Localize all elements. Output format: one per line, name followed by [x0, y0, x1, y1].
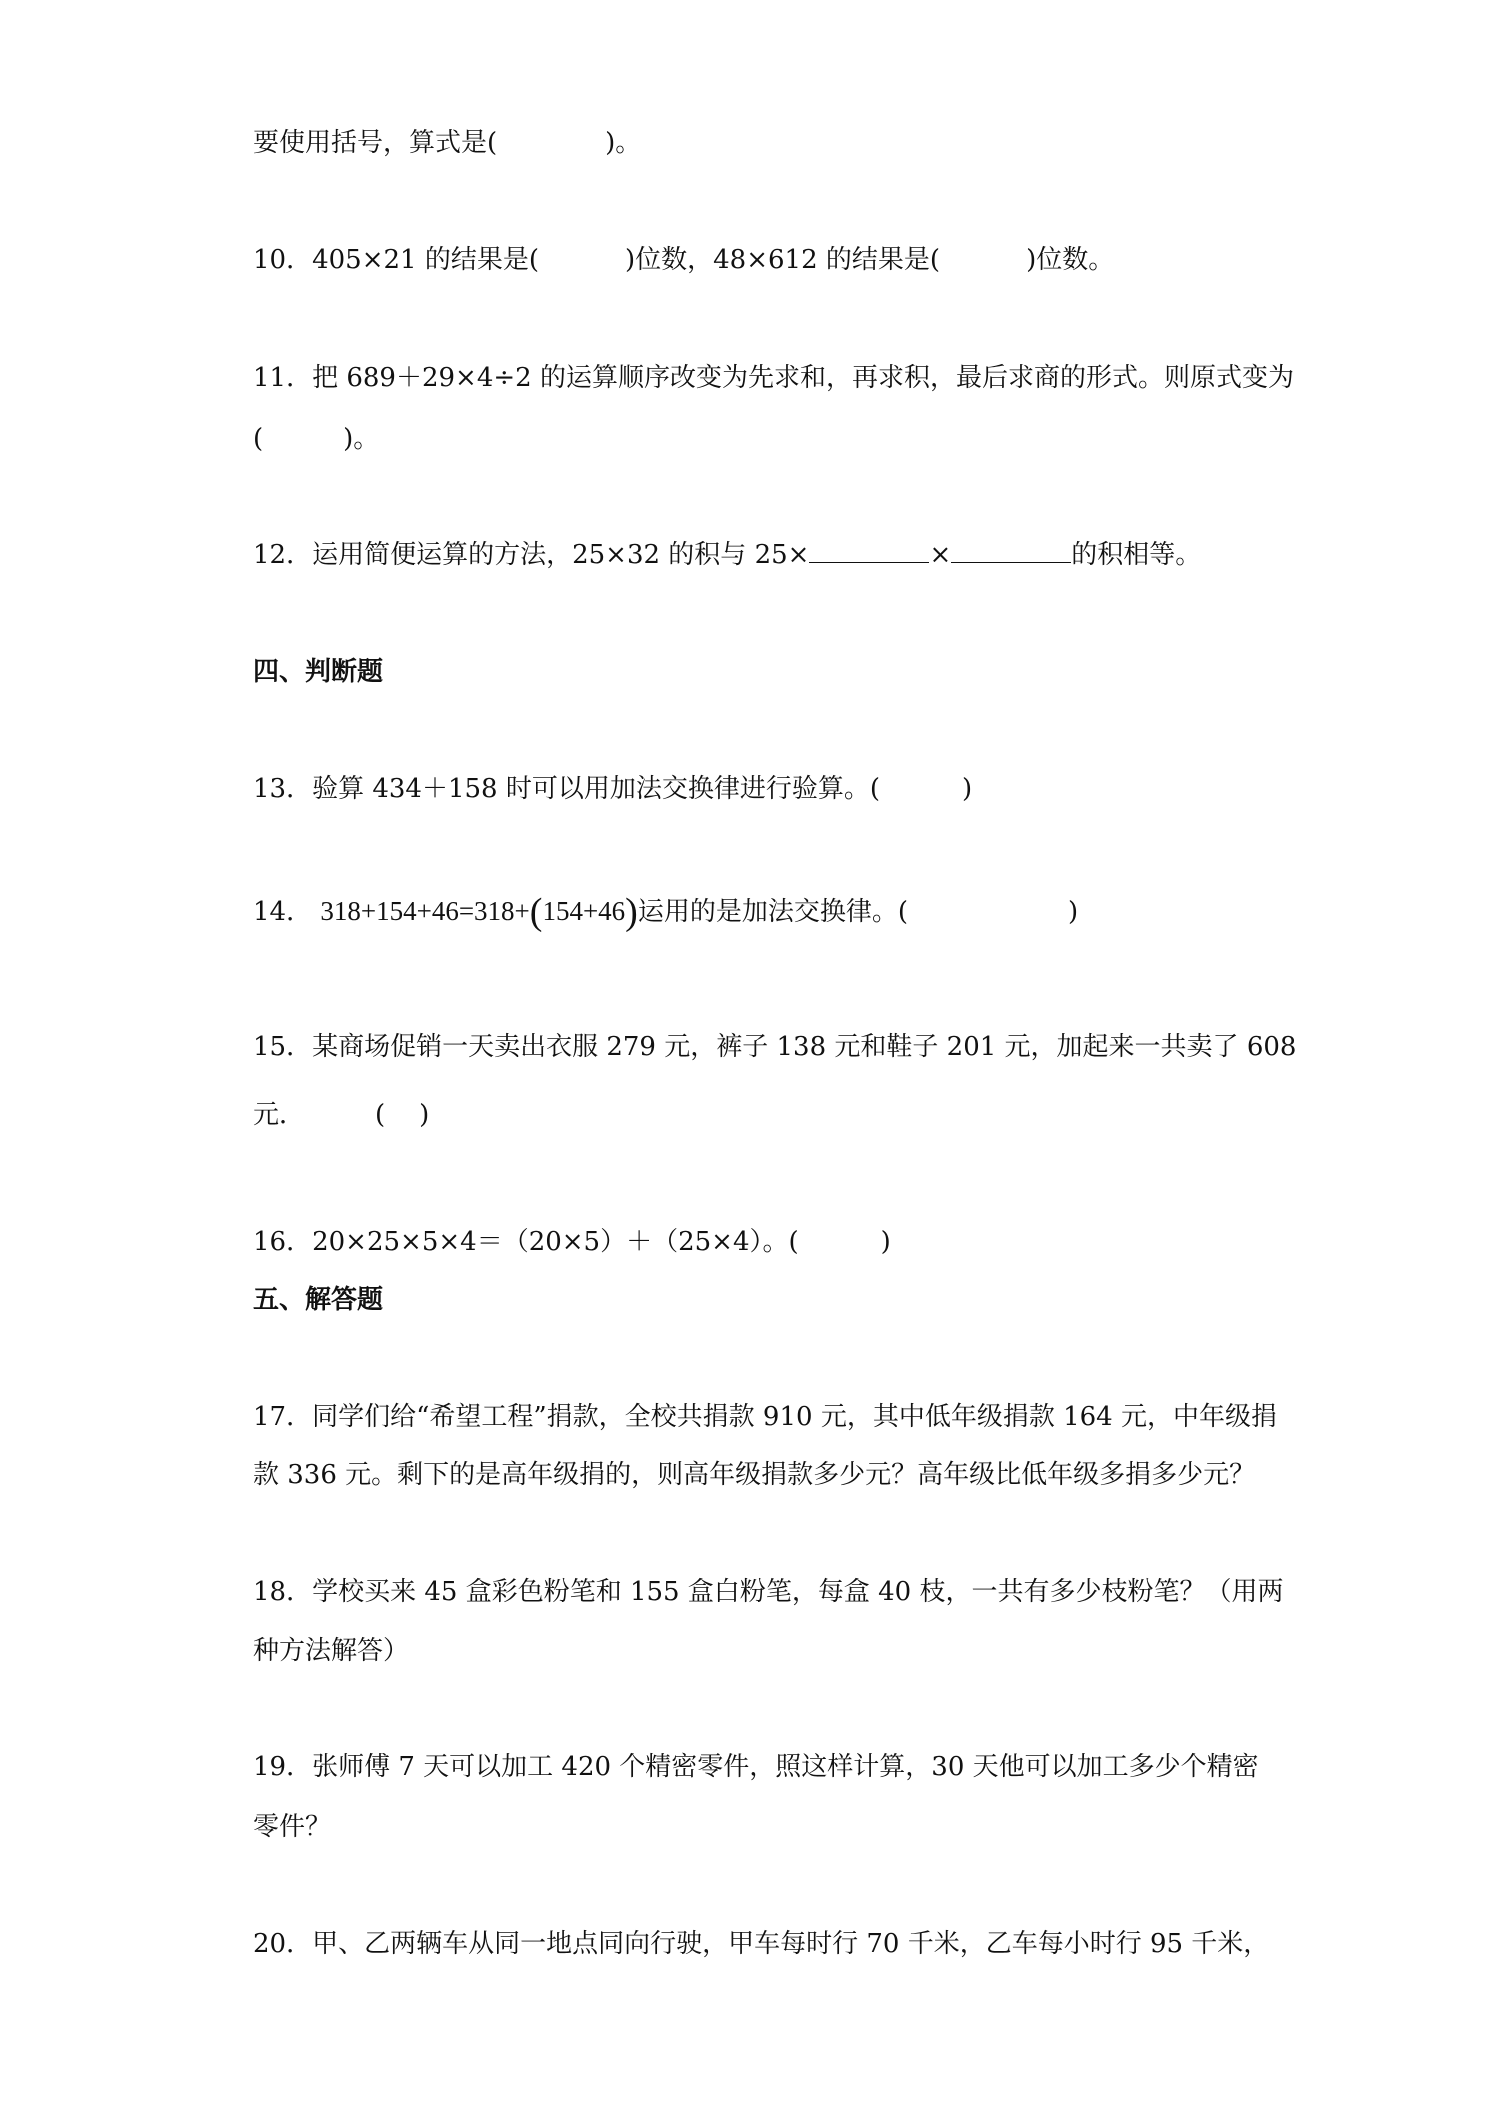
q12-blank-1[interactable]: [809, 538, 929, 563]
question-13: [253, 772, 972, 806]
question-18-line-2: 种方法解答）: [253, 1636, 410, 1666]
question-14: [253, 891, 1079, 933]
q15-text-a: 元．: [253, 1100, 306, 1130]
question-15-line-1: 15．某商场促销一天卖出衣服 279 元，裤子 138 元和鞋子 201 元，加起来一共卖了 608: [253, 1032, 1297, 1062]
q14-expr-b: 154+46: [542, 896, 626, 926]
q14-expression: [320, 891, 638, 933]
q10-text-b: )位数，48×612 的结果是(: [625, 245, 941, 275]
q14-text-b: ): [1067, 897, 1079, 927]
q13-text-a: 13．验算 434＋158 时可以用加法交换律进行验算。(: [253, 774, 881, 804]
question-9-tail: [253, 126, 641, 160]
q14-paren-close: ): [625, 891, 638, 933]
question-20-line-1: 20．甲、乙两辆车从同一地点同向行驶，甲车每时行 70 千米，乙车每小时行 95 千米，: [253, 1929, 1270, 1959]
question-19-line-2: 零件？: [253, 1812, 332, 1842]
q14-paren-open: (: [529, 891, 543, 933]
q9-text-a: 要使用括号，算式是(: [253, 128, 498, 158]
q12-text-c: 的积相等。: [1071, 540, 1202, 570]
question-17-line-1: 17．同学们给“希望工程”捐款，全校共捐款 910 元，其中低年级捐款 164 元，中年级捐: [253, 1402, 1277, 1432]
question-10: [253, 243, 1114, 277]
q14-number: 14．: [253, 897, 313, 927]
q11-open: (: [253, 424, 264, 454]
q13-text-b: ): [962, 774, 973, 804]
q11-close: )。: [343, 424, 380, 454]
question-12: [253, 538, 1201, 572]
question-18-line-1: 18．学校买来 45 盒彩色粉笔和 155 盒白粉笔，每盒 40 枝，一共有多少枝粉笔？（用两: [253, 1577, 1284, 1607]
q10-text-c: )位数。: [1026, 245, 1115, 275]
q14-text-a: 运用的是加法交换律。(: [637, 897, 908, 927]
q16-text-a: 16．20×25×5×4＝（20×5）＋（25×4）。(: [253, 1227, 799, 1257]
q16-text-b: ): [880, 1227, 891, 1257]
q12-text-b: ×: [929, 540, 952, 570]
question-16: [253, 1225, 891, 1259]
section-5-title: 五、解答题: [253, 1285, 384, 1315]
question-19-line-1: 19．张师傅 7 天可以加工 420 个精密零件，照这样计算，30 天他可以加工多少个精密: [253, 1752, 1259, 1782]
question-15-line-2: [253, 1098, 429, 1132]
q9-text-b: )。: [605, 128, 642, 158]
question-11-line-2: [253, 422, 379, 456]
q12-text-a: 12．运用简便运算的方法，25×32 的积与 25×: [253, 540, 810, 570]
question-17-line-2: 款 336 元。剩下的是高年级捐的，则高年级捐款多少元？高年级比低年级多捐多少元？: [253, 1460, 1256, 1490]
q14-expr-a: 318+154+46=318+: [320, 896, 530, 926]
question-11-line-1: 11．把 689＋29×4÷2 的运算顺序改变为先求和，再求积，最后求商的形式。则原式变为: [253, 363, 1294, 393]
q15-open: (: [375, 1100, 386, 1130]
q12-blank-2[interactable]: [951, 538, 1071, 563]
section-4-title: 四、判断题: [253, 657, 384, 687]
q10-text-a: 10．405×21 的结果是(: [253, 245, 539, 275]
q15-close: ): [419, 1100, 430, 1130]
